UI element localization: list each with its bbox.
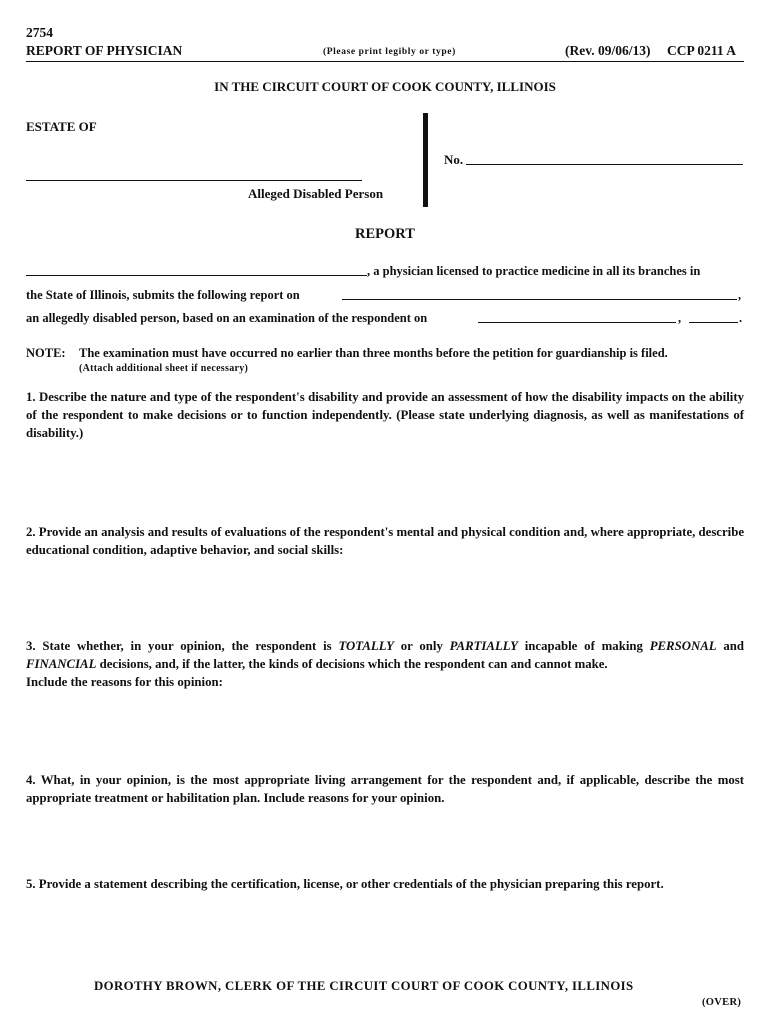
header-rule [26, 61, 744, 62]
question-2: 2. Provide an analysis and results of evaluations of the respondent's mental and physical condition and, where appropriate, describe educational condition, adaptive behavior, and social skills: [26, 525, 745, 557]
respondent-name-line[interactable] [342, 299, 737, 300]
question-5: 5. Provide a statement describing the certification, license, or other credentials of the physician preparing this report. [26, 877, 664, 891]
question-3-part2: or only [393, 639, 450, 653]
print-note: (Please print legibly or type) [323, 47, 456, 57]
question-3-part5: decisions, and, if the latter, the kinds of decisions which the respondent can and cannot make. [96, 657, 608, 671]
question-3-part3: incapable of making [517, 639, 650, 653]
caption-divider [423, 113, 428, 207]
attach-note: (Attach additional sheet if necessary) [79, 363, 249, 374]
note-label: NOTE: [26, 346, 66, 360]
partially-emphasis: PARTIALLY [449, 639, 518, 653]
state-statement: the State of Illinois, submits the following report on [26, 288, 300, 302]
totally-emphasis: TOTALLY [338, 639, 394, 653]
date-period: . [739, 311, 743, 325]
physician-name-line[interactable] [26, 275, 367, 276]
question-4: 4. What, in your opinion, is the most appropriate living arrangement for the respondent and, if applicable, describe the most appropriate treatment or habilitation plan. Include reasons for your opinion. [26, 773, 744, 805]
clerk-footer: DOROTHY BROWN, CLERK OF THE CIRCUIT COURT OF COOK COUNTY, ILLINOIS [94, 979, 634, 993]
examination-statement: an allegedly disabled person, based on an examination of the respondent on [26, 311, 428, 325]
respondent-comma: , [738, 288, 742, 302]
alleged-disabled-person-label: Alleged Disabled Person [248, 186, 384, 201]
date-comma: , [678, 311, 682, 325]
court-heading: IN THE CIRCUIT COURT OF COOK COUNTY, ILLINOIS [214, 79, 556, 94]
question-3 [26, 637, 744, 691]
examination-year-line[interactable] [689, 322, 738, 323]
form-title: REPORT OF PHYSICIAN [26, 43, 183, 58]
physician-statement: , a physician licensed to practice medicine in all its branches in [367, 264, 701, 278]
question-3-part4: and [716, 639, 744, 653]
note-text: The examination must have occurred no earlier than three months before the petition for guardianship is filed. [79, 346, 668, 360]
case-no-label: No. [444, 152, 464, 167]
form-number: 2754 [26, 25, 53, 40]
question-3-part1: 3. State whether, in your opinion, the respondent is [26, 639, 339, 653]
form-code: CCP 0211 A [667, 43, 737, 58]
question-1: 1. Describe the nature and type of the respondent's disability and provide an assessment of how the disability impacts on the ability of the respondent to make decisions or to function independently. (Please state underlying diagnosis, as well as manifestations of disability.) [26, 390, 744, 440]
over-indicator: (OVER) [702, 997, 742, 1008]
estate-of-label: ESTATE OF [26, 119, 97, 134]
financial-emphasis: FINANCIAL [26, 657, 97, 671]
personal-emphasis: PERSONAL [649, 639, 717, 653]
revision-date: (Rev. 09/06/13) [565, 43, 651, 58]
examination-date-line[interactable] [478, 322, 676, 323]
case-number-line[interactable] [466, 164, 743, 165]
report-title: REPORT [355, 226, 415, 242]
question-3-line3: Include the reasons for this opinion: [26, 675, 223, 689]
estate-name-line[interactable] [26, 180, 362, 181]
